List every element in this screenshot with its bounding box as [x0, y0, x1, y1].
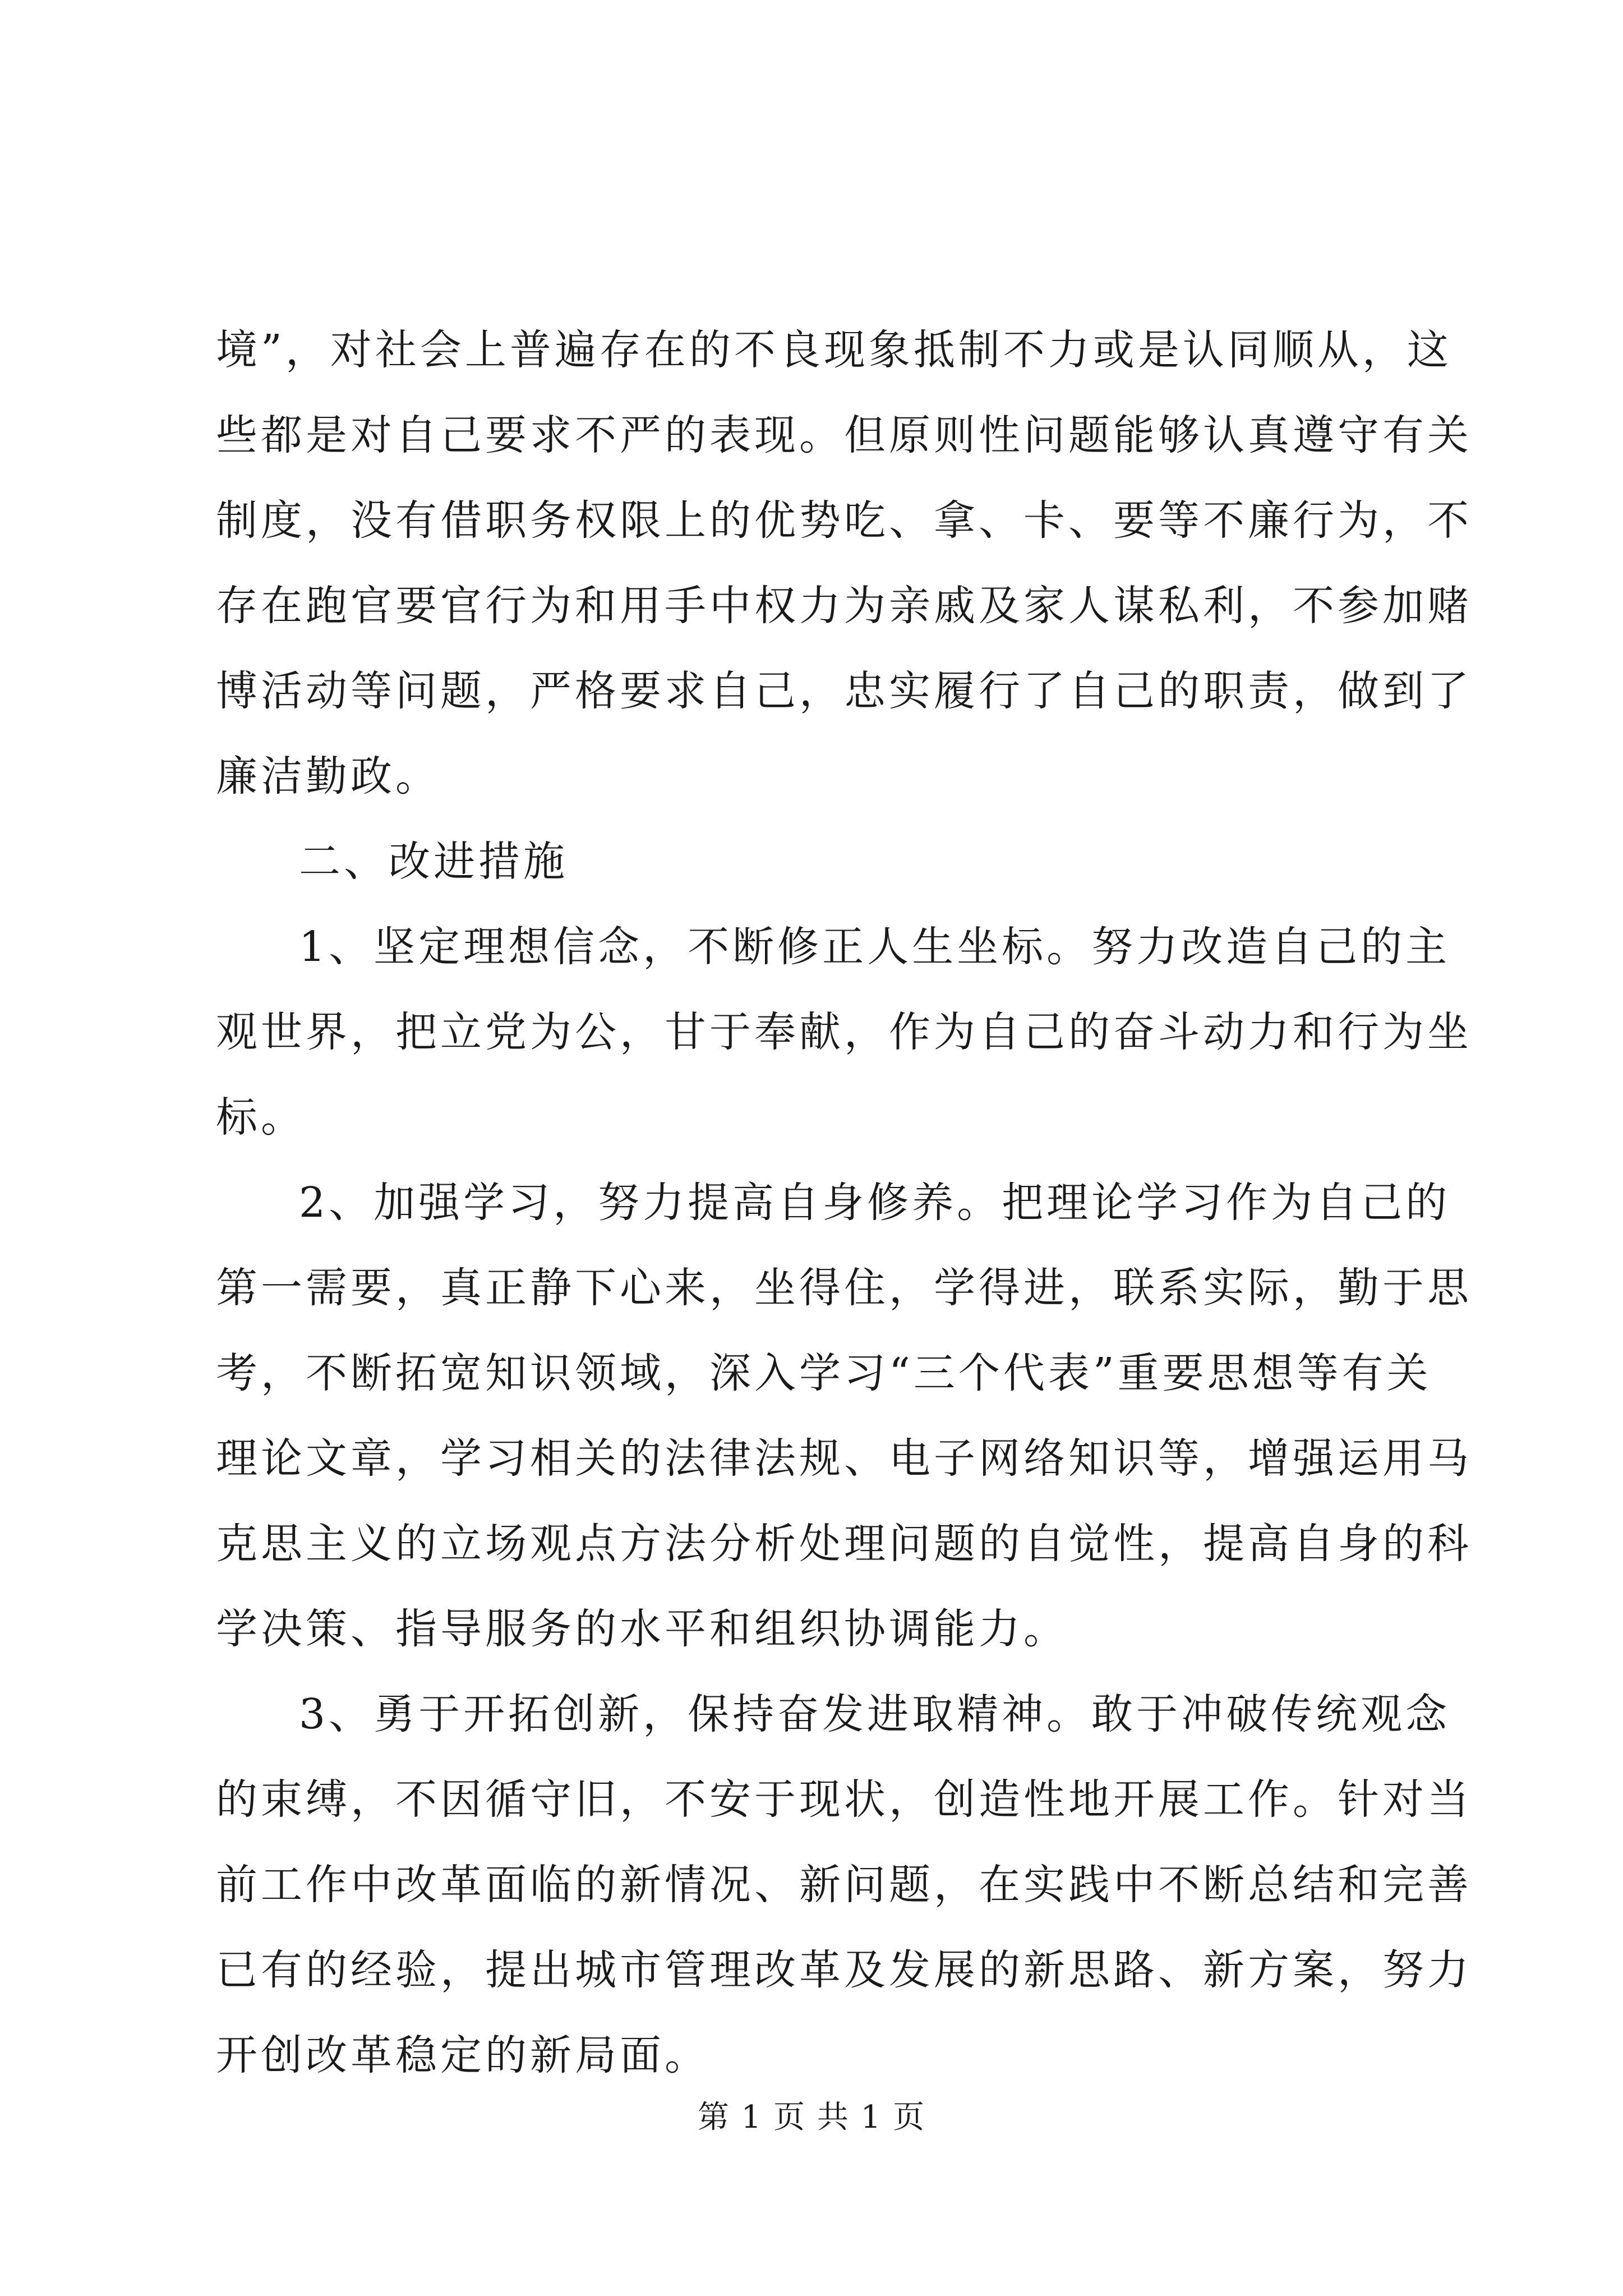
body-line: 考，不断拓宽知识领域，深入学习“三个代表”重要思想等有关 [216, 1349, 1432, 1397]
body-line: 理论文章，学习相关的法律法规、电子网络知识等，增强运用马 [216, 1434, 1472, 1483]
document-body [216, 307, 1472, 2098]
body-line: 博活动等问题，严格要求自己，忠实履行了自己的职责，做到了 [216, 667, 1472, 715]
body-line: 廉洁勤政。 [216, 752, 440, 800]
body-line: 存在跑官要官行为和用手中权力为亲戚及家人谋私利，不参加赌 [216, 582, 1472, 630]
body-line: 已有的经验，提出城市管理改革及发展的新思路、新方案，努力 [216, 1946, 1472, 1994]
body-line: 第一需要，真正静下心来，坐得住，学得进，联系实际，勤于思 [216, 1264, 1472, 1312]
body-line: 学决策、指导服务的水平和组织协调能力。 [216, 1605, 1068, 1653]
page-footer: 第 1 页 共 1 页 [697, 2099, 926, 2136]
body-line: 克思主义的立场观点方法分析处理问题的自觉性，提高自身的科 [216, 1520, 1472, 1568]
body-line: 些都是对自己要求不严的表现。但原则性问题能够认真遵守有关 [216, 411, 1472, 459]
body-line: 观世界，把立党为公，甘于奉献，作为自己的奋斗动力和行为坐 [216, 1008, 1472, 1056]
body-line: 2、加强学习，努力提高自身修养。把理论学习作为自己的 [299, 1179, 1451, 1227]
body-line: 前工作中改革面临的新情况、新问题，在实践中不断总结和完善 [216, 1861, 1472, 1909]
body-line: 的束缚，不因循守旧，不安于现状，创造性地开展工作。针对当 [216, 1775, 1472, 1824]
body-line: 制度，没有借职务权限上的优势吃、拿、卡、要等不廉行为，不 [216, 496, 1472, 545]
body-line: 标。 [216, 1093, 306, 1142]
body-line: 境”，对社会上普遍存在的不良现象抵制不力或是认同顺从，这 [216, 326, 1452, 374]
body-line: 3、勇于开拓创新，保持奋发进取精神。敢于冲破传统观念 [299, 1690, 1451, 1738]
body-line: 开创改革稳定的新局面。 [216, 2031, 709, 2079]
body-line: 1、坚定理想信念，不断修正人生坐标。努力改造自己的主 [299, 923, 1451, 971]
body-line: 二、改进措施 [299, 838, 568, 886]
